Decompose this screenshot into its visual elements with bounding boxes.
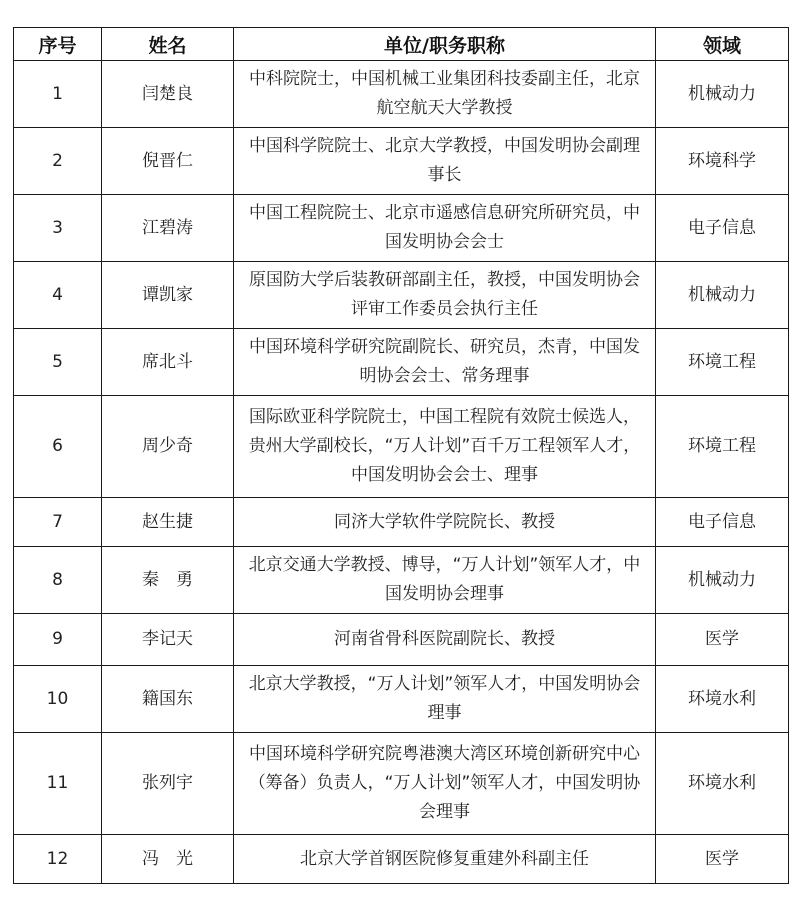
cell-title: 北京大学教授，“万人计划”领军人才，中国发明协会理事: [234, 666, 656, 733]
table-row: [14, 195, 789, 262]
cell-name: 秦 勇: [102, 547, 234, 614]
cell-no: 6: [14, 396, 102, 498]
cell-field: 环境工程: [656, 396, 789, 498]
header-no: 序号: [14, 28, 102, 61]
expert-table: [13, 27, 789, 884]
cell-no: 4: [14, 262, 102, 329]
table-row: [14, 262, 789, 329]
cell-no: 11: [14, 733, 102, 835]
cell-field: 环境水利: [656, 666, 789, 733]
cell-name: 闫楚良: [102, 61, 234, 128]
cell-title: 国际欧亚科学院院士，中国工程院有效院士候选人，贵州大学副校长，“万人计划”百千万工程领军人才，中国发明协会会士、理事: [234, 396, 656, 498]
table-header-row: [14, 28, 789, 61]
cell-field: 环境科学: [656, 128, 789, 195]
cell-title: 北京大学首钢医院修复重建外科副主任: [234, 835, 656, 884]
cell-title: 中国环境科学研究院副院长、研究员，杰青，中国发明协会会士、常务理事: [234, 329, 656, 396]
cell-field: 环境工程: [656, 329, 789, 396]
cell-title: 同济大学软件学院院长、教授: [234, 498, 656, 547]
cell-no: 7: [14, 498, 102, 547]
table-row: [14, 547, 789, 614]
table-row: [14, 614, 789, 666]
cell-field: 机械动力: [656, 262, 789, 329]
header-name: 姓名: [102, 28, 234, 61]
table-row: [14, 396, 789, 498]
cell-name: 张列宇: [102, 733, 234, 835]
table-row: [14, 666, 789, 733]
cell-title: 中国环境科学研究院粤港澳大湾区环境创新研究中心（筹备）负责人，“万人计划”领军人才，中国发明协会理事: [234, 733, 656, 835]
cell-no: 9: [14, 614, 102, 666]
table-row: [14, 61, 789, 128]
cell-field: 电子信息: [656, 498, 789, 547]
cell-title: 中国科学院院士、北京大学教授，中国发明协会副理事长: [234, 128, 656, 195]
cell-name: 倪晋仁: [102, 128, 234, 195]
expert-table-container: [13, 27, 789, 884]
cell-title: 北京交通大学教授、博导，“万人计划”领军人才，中国发明协会理事: [234, 547, 656, 614]
cell-field: 机械动力: [656, 61, 789, 128]
cell-no: 5: [14, 329, 102, 396]
cell-name: 谭凯家: [102, 262, 234, 329]
cell-field: 医学: [656, 614, 789, 666]
cell-title: 原国防大学后装教研部副主任，教授，中国发明协会评审工作委员会执行主任: [234, 262, 656, 329]
cell-title: 中国工程院院士、北京市遥感信息研究所研究员，中国发明协会会士: [234, 195, 656, 262]
cell-name: 李记天: [102, 614, 234, 666]
cell-no: 3: [14, 195, 102, 262]
cell-field: 电子信息: [656, 195, 789, 262]
cell-name: 赵生捷: [102, 498, 234, 547]
cell-field: 机械动力: [656, 547, 789, 614]
cell-field: 环境水利: [656, 733, 789, 835]
table-row: [14, 733, 789, 835]
cell-no: 2: [14, 128, 102, 195]
cell-no: 8: [14, 547, 102, 614]
cell-field: 医学: [656, 835, 789, 884]
cell-name: 周少奇: [102, 396, 234, 498]
table-row: [14, 835, 789, 884]
header-field: 领域: [656, 28, 789, 61]
table-row: [14, 128, 789, 195]
cell-no: 1: [14, 61, 102, 128]
cell-no: 12: [14, 835, 102, 884]
cell-no: 10: [14, 666, 102, 733]
cell-name: 江碧涛: [102, 195, 234, 262]
header-title: 单位/职务职称: [234, 28, 656, 61]
table-row: [14, 329, 789, 396]
cell-name: 籍国东: [102, 666, 234, 733]
cell-title: 中科院院士，中国机械工业集团科技委副主任，北京航空航天大学教授: [234, 61, 656, 128]
table-row: [14, 498, 789, 547]
cell-name: 席北斗: [102, 329, 234, 396]
cell-title: 河南省骨科医院副院长、教授: [234, 614, 656, 666]
cell-name: 冯 光: [102, 835, 234, 884]
